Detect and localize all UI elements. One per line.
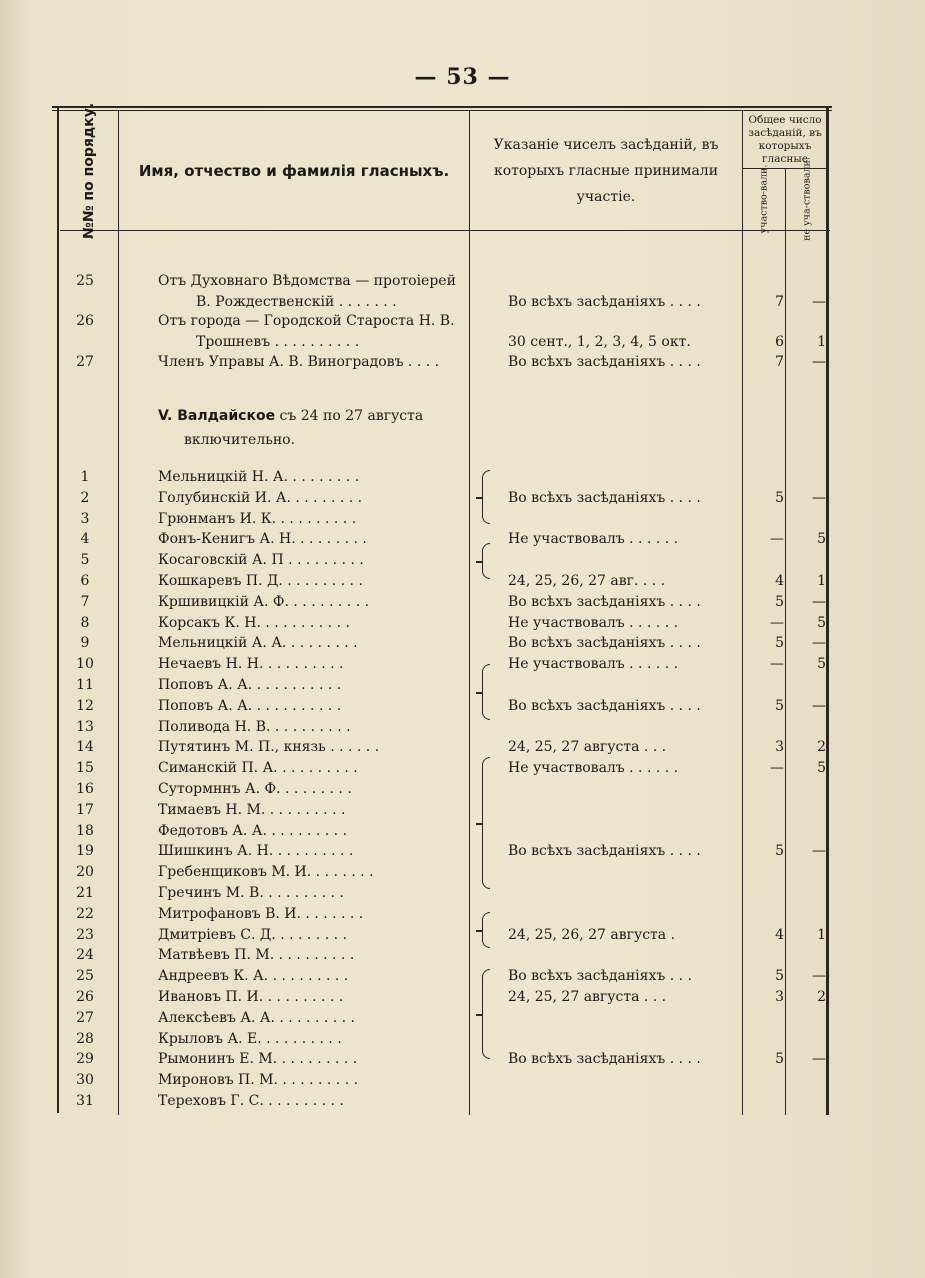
row-participated: 6	[775, 334, 784, 350]
row-participated: —	[770, 531, 784, 548]
table-row	[60, 570, 830, 592]
section-dates-cont: включительно.	[184, 432, 296, 448]
row-participated: 5	[775, 968, 784, 985]
row-name: Нечаевъ Н. Н. . . . . . . . . .	[158, 656, 344, 673]
row-number: 10	[76, 656, 94, 673]
table-row	[60, 882, 830, 904]
row-absent: —	[812, 635, 826, 652]
row-absent: 2	[817, 739, 826, 756]
row-sessions: Во всѣхъ засѣданіяхъ . . . .	[508, 354, 701, 370]
row-name: Поповъ А. А. . . . . . . . . . .	[158, 697, 342, 714]
table-row	[60, 799, 830, 821]
table-row	[60, 757, 830, 779]
row-number: 18	[76, 822, 94, 839]
row-name: Поливода Н. В. . . . . . . . . .	[158, 718, 351, 735]
row-absent: 5	[817, 760, 826, 777]
row-number: 20	[76, 864, 94, 881]
row-sessions: 24, 25, 27 августа . . .	[508, 989, 667, 1005]
table-row	[60, 674, 830, 696]
row-name: Кршивицкій А. Ф. . . . . . . . . .	[158, 593, 370, 610]
row-participated: 3	[775, 739, 784, 756]
row-name: Дмитріевъ С. Д. . . . . . . . .	[158, 926, 347, 943]
row-number: 3	[80, 510, 90, 527]
row-number: 26	[76, 989, 94, 1005]
row-sessions: Во всѣхъ засѣданіяхъ . . . .	[508, 843, 701, 860]
row-name: Шишкинъ А. Н. . . . . . . . . .	[158, 843, 354, 860]
row-absent: 1	[817, 334, 826, 350]
row-sessions: Во всѣхъ засѣданіяхъ . . . .	[508, 1051, 701, 1068]
row-absent: 1	[817, 573, 826, 589]
table-row	[60, 965, 830, 987]
row-number: 12	[76, 697, 94, 714]
row-name-cont: В. Рождественскій . . . . . . .	[196, 294, 397, 310]
table-row	[60, 1048, 830, 1070]
row-name: Кошкаревъ П. Д. . . . . . . . . .	[158, 573, 363, 589]
header-participated	[742, 164, 785, 234]
row-number: 11	[76, 677, 94, 693]
table-row	[60, 944, 830, 966]
row-number: 24	[76, 947, 94, 964]
row-number: 29	[76, 1051, 94, 1068]
row-participated: 5	[775, 593, 784, 610]
row-number: 27	[76, 1009, 94, 1026]
row-absent: —	[812, 354, 826, 370]
row-participated: 5	[775, 635, 784, 652]
table-row	[60, 903, 830, 925]
row-number: 22	[76, 905, 94, 922]
row-number: 25	[76, 273, 94, 289]
row-number: 30	[76, 1072, 94, 1089]
row-absent: 5	[817, 614, 826, 631]
table-row	[60, 778, 830, 800]
table-row	[60, 820, 830, 842]
row-name-cont: Трошневъ . . . . . . . . . .	[196, 334, 360, 350]
row-absent: —	[812, 843, 826, 860]
row-number: 23	[76, 926, 94, 943]
row-sessions: Не участвовалъ . . . . . .	[508, 760, 679, 777]
row-name: Мироновъ П. М. . . . . . . . . .	[158, 1072, 359, 1089]
row-absent: —	[812, 697, 826, 714]
row-sessions: Во всѣхъ засѣданіяхъ . . . .	[508, 593, 701, 610]
section-title: V. Валдайское	[158, 408, 276, 424]
table-row	[60, 1090, 830, 1112]
row-participated: 5	[775, 843, 784, 860]
row-participated: 5	[775, 1051, 784, 1068]
row-absent: 5	[817, 531, 826, 548]
table-row	[60, 310, 830, 332]
row-participated: 3	[775, 989, 784, 1005]
row-number: 7	[80, 593, 90, 610]
row-name: Косаговскій А. П . . . . . . . . .	[158, 552, 364, 569]
table-row	[60, 591, 830, 613]
row-number: 14	[76, 739, 94, 756]
row-name: Гребенщиковъ М. И. . . . . . . .	[158, 864, 374, 881]
table-row	[60, 508, 830, 530]
row-sessions: 24, 25, 26, 27 авг. . . .	[508, 573, 666, 589]
header-sessions-line2: которыхъ гласные принимали	[493, 163, 719, 179]
row-participated: 4	[775, 926, 784, 943]
row-number: 26	[76, 313, 94, 329]
header-number	[60, 102, 118, 240]
table-top-border-inner	[52, 110, 832, 111]
row-name: Матвѣевъ П. М. . . . . . . . . .	[158, 947, 355, 964]
table-row	[60, 861, 830, 883]
table-row	[60, 653, 830, 675]
row-sessions: 30 сент., 1, 2, 3, 4, 5 окт.	[508, 334, 691, 350]
table-row	[60, 487, 830, 509]
row-name: Мельницкій Н. А. . . . . . . . .	[158, 469, 360, 485]
table-row	[60, 1007, 830, 1029]
row-number: 19	[76, 843, 94, 860]
header-number-text: №№ по порядку.	[81, 102, 97, 240]
table-row	[60, 840, 830, 862]
table-row	[60, 466, 830, 488]
table-top-border	[52, 106, 832, 108]
table-row	[60, 331, 830, 353]
header-bottom-border	[60, 230, 830, 231]
row-number: 13	[76, 718, 94, 735]
row-sessions: Не участвовалъ . . . . . .	[508, 614, 679, 631]
row-name: Грюнманъ И. К. . . . . . . . . .	[158, 510, 357, 527]
row-name: Андреевъ К. А. . . . . . . . . .	[158, 968, 349, 985]
row-absent: —	[812, 1051, 826, 1068]
row-sessions: Не участвовалъ . . . . . .	[508, 531, 679, 548]
row-number: 8	[80, 614, 90, 631]
header-participated-text: участво-вали.	[758, 164, 769, 234]
row-name: Ивановъ П. И. . . . . . . . . .	[158, 989, 344, 1005]
row-name: Рымонинъ Е. М. . . . . . . . . .	[158, 1051, 358, 1068]
row-number: 5	[80, 552, 90, 569]
header-absent	[785, 157, 828, 241]
row-number: 27	[76, 354, 94, 370]
row-name: Членъ Управы А. В. Виноградовъ . . . .	[158, 354, 440, 370]
row-name: Мельницкій А. А. . . . . . . . .	[158, 635, 358, 652]
table-row	[60, 528, 830, 550]
table-row	[60, 632, 830, 654]
table-row	[60, 1028, 830, 1050]
row-participated: 7	[775, 354, 784, 370]
table-row	[60, 924, 830, 946]
row-name: Тереховъ Г. С. . . . . . . . . .	[158, 1093, 344, 1109]
row-name: Путятинъ М. П., князь . . . . . .	[158, 739, 380, 756]
row-name: Крыловъ А. Е. . . . . . . . . .	[158, 1030, 342, 1047]
row-number: 15	[76, 760, 94, 777]
table-row	[60, 986, 830, 1008]
row-name: Корсакъ К. Н. . . . . . . . . . .	[158, 614, 350, 631]
row-name: Федотовъ А. А. . . . . . . . . .	[158, 822, 348, 839]
header-sessions-line1: Указаніе чиселъ засѣданій, въ	[493, 137, 719, 153]
row-absent: —	[812, 968, 826, 985]
table-row	[60, 612, 830, 634]
row-number: 1	[80, 469, 90, 485]
row-participated: 5	[775, 489, 784, 506]
row-participated: 4	[775, 573, 784, 589]
row-name: Отъ Духовнаго Вѣдомства — протоіерей	[158, 273, 456, 289]
row-absent: —	[812, 593, 826, 610]
row-number: 16	[76, 781, 94, 797]
page-number: — 53 —	[414, 64, 511, 90]
row-participated: 7	[775, 294, 784, 310]
row-name: Поповъ А. А. . . . . . . . . . .	[158, 677, 342, 693]
table-row	[60, 1069, 830, 1091]
table-row	[60, 549, 830, 571]
row-number: 2	[80, 489, 90, 506]
row-name: Отъ города — Городской Староста Н. В.	[158, 313, 455, 329]
row-participated: 5	[775, 697, 784, 714]
row-absent: —	[812, 489, 826, 506]
row-absent: —	[812, 294, 826, 310]
table-row	[60, 270, 830, 292]
row-name: Митрофановъ В. И. . . . . . . .	[158, 905, 364, 922]
header-absent-text: не уча-ствовали.	[801, 157, 812, 241]
header-total: Общее число засѣданій, въ которыхъ гласные	[748, 114, 822, 165]
row-name: Алексѣевъ А. А. . . . . . . . . .	[158, 1009, 355, 1026]
row-number: 4	[80, 531, 90, 548]
row-absent: 1	[817, 926, 826, 943]
row-number: 21	[76, 885, 94, 901]
row-participated: —	[770, 760, 784, 777]
row-sessions: Во всѣхъ засѣданіяхъ . . . .	[508, 489, 701, 506]
section-dates: съ 24 по 27 августа	[275, 408, 424, 424]
header-sessions-line3: участіе.	[576, 189, 636, 205]
row-sessions: Во всѣхъ засѣданіяхъ . . . .	[508, 294, 701, 310]
row-name: Сутормннъ А. Ф. . . . . . . . .	[158, 781, 352, 797]
row-sessions: Не участвовалъ . . . . . .	[508, 656, 679, 673]
header-name: Имя, отчество и фамилія гласныхъ.	[138, 162, 450, 180]
row-name: Голубинскій И. А. . . . . . . . .	[158, 489, 363, 506]
table-row	[60, 351, 830, 373]
row-sessions: Во всѣхъ засѣданіяхъ . . .	[508, 968, 692, 985]
row-sessions: Во всѣхъ засѣданіяхъ . . . .	[508, 635, 701, 652]
row-absent: 5	[817, 656, 826, 673]
row-number: 28	[76, 1030, 94, 1047]
row-absent: 2	[817, 989, 826, 1005]
table-row	[60, 695, 830, 717]
header-sessions	[470, 112, 742, 230]
row-name: Симанскій П. А. . . . . . . . . .	[158, 760, 358, 777]
table-row	[60, 736, 830, 758]
row-participated: —	[770, 656, 784, 673]
row-sessions: 24, 25, 26, 27 августа .	[508, 926, 676, 943]
row-number: 6	[80, 573, 90, 589]
row-participated: —	[770, 614, 784, 631]
row-name: Фонъ-Кенигъ А. Н. . . . . . . . .	[158, 531, 367, 548]
row-sessions: 24, 25, 27 августа . . .	[508, 739, 667, 756]
row-sessions: Во всѣхъ засѣданіяхъ . . . .	[508, 697, 701, 714]
row-number: 9	[80, 635, 90, 652]
row-name: Гречинъ М. В. . . . . . . . . .	[158, 885, 344, 901]
table-row	[60, 716, 830, 738]
row-number: 31	[76, 1093, 94, 1109]
row-number: 25	[76, 968, 94, 985]
row-name: Тимаевъ Н. М. . . . . . . . . .	[158, 801, 346, 818]
table-left-border	[57, 108, 59, 1113]
row-number: 17	[76, 801, 94, 818]
section-heading	[158, 404, 468, 452]
